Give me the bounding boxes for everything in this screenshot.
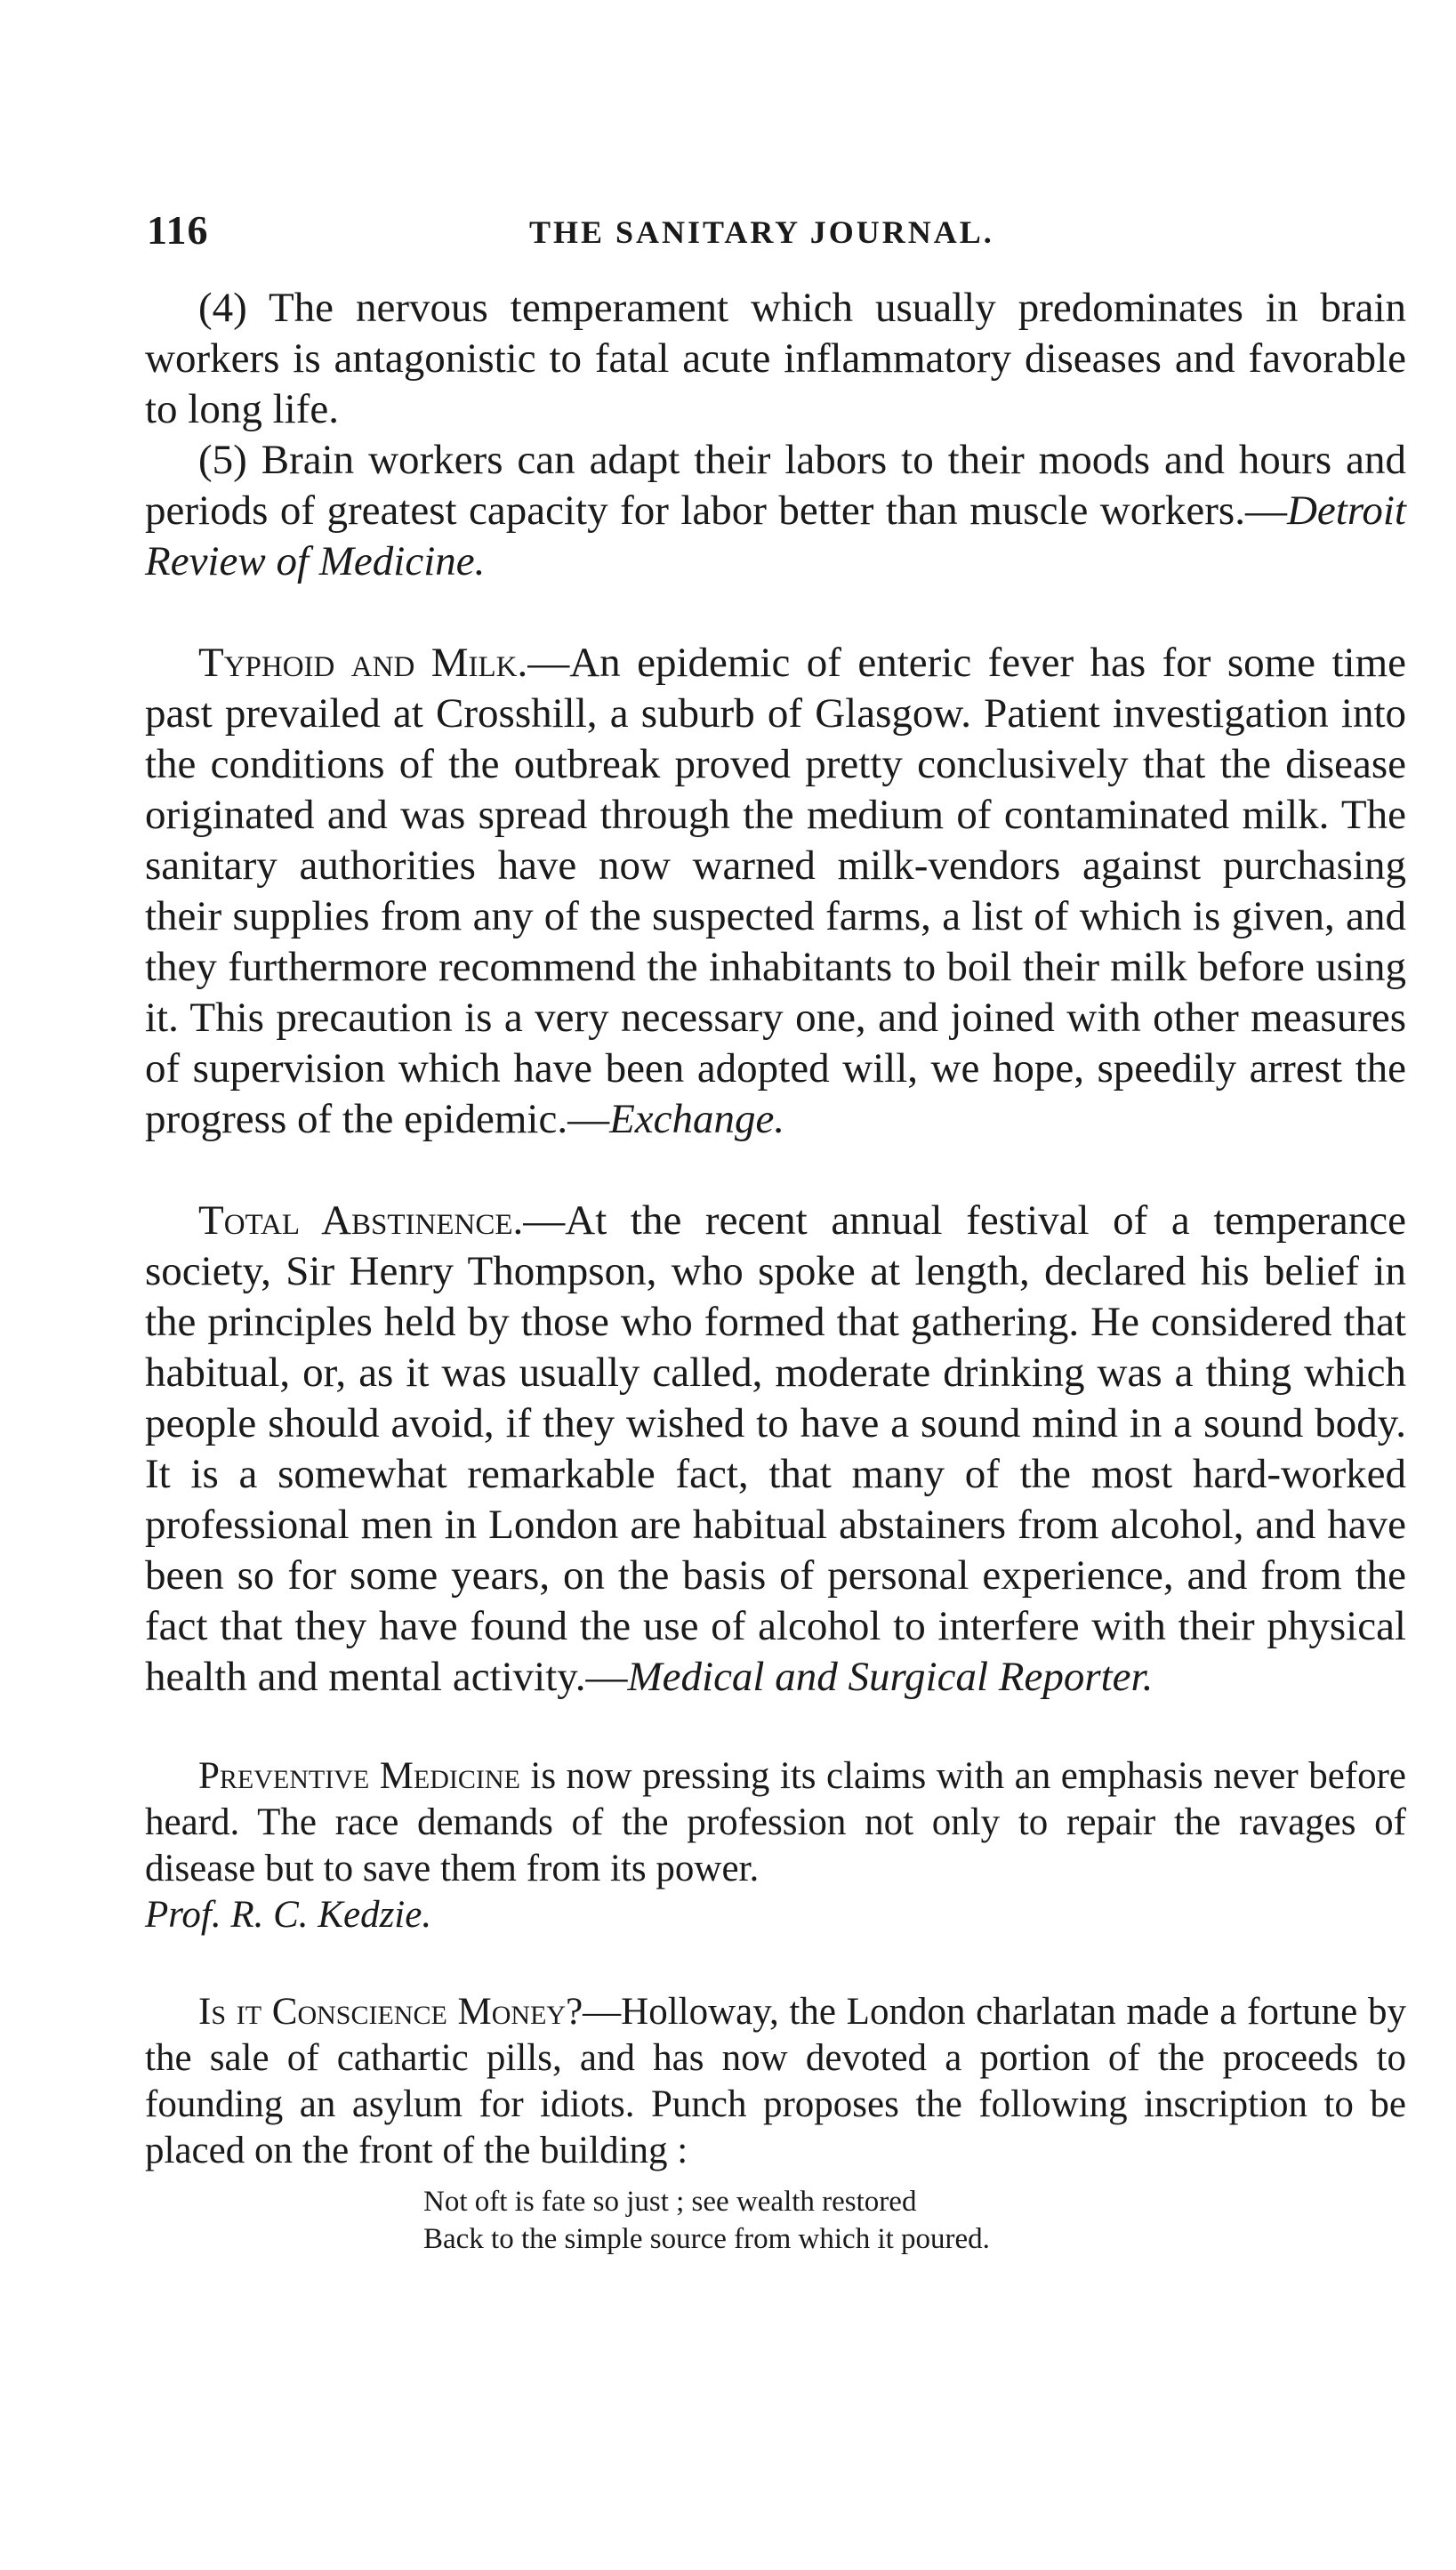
preventive-body: is now pressing its claims with an emphasis never before heard. The race demands of the profession not only to repair the ravages of disease but to save them from its power. bbox=[145, 1755, 1406, 1889]
conscience-heading: Is it Conscience Money? bbox=[198, 1991, 583, 2033]
item-4-text: (4) The nervous temperament which usually predominates in brain workers is antagonistic to fatal acute inflammatory diseases and favorable to long life. bbox=[145, 285, 1406, 432]
page-number: 116 bbox=[147, 207, 209, 253]
small-type-block bbox=[145, 1753, 1406, 2258]
item-4-paragraph bbox=[145, 283, 1406, 435]
typhoid-article bbox=[145, 638, 1406, 1145]
conscience-article bbox=[145, 1989, 1406, 2174]
verse-line-1: Not oft is fate so just ; see wealth restored bbox=[423, 2186, 917, 2218]
item-5-paragraph bbox=[145, 435, 1406, 587]
verse-line-2: Back to the simple source from which it poured. bbox=[423, 2223, 990, 2255]
abstinence-article bbox=[145, 1196, 1406, 1703]
abstinence-source: Medical and Surgical Reporter. bbox=[627, 1654, 1154, 1700]
item-5-text: (5) Brain workers can adapt their labors to their moods and hours and periods of greatest capacity for labor better than muscle workers.— bbox=[145, 437, 1406, 534]
preventive-article bbox=[145, 1753, 1406, 1938]
section-gap bbox=[145, 1145, 1406, 1196]
preventive-heading: Preventive Medicine bbox=[198, 1755, 520, 1797]
typhoid-body: —An epidemic of enteric fever has for some time past prevailed at Crosshill, a suburb of Glasgow. Patient investigation into the conditions of the outbreak proved pretty conclusively that the disease originated and was spread through the medium of contaminated milk. The sanitary authorities have now warned milk-vendors against purchasing their supplies from any of the suspected farms, a list of which is given, and they furthermore recommend the inhabitants to boil their milk before using it. This precaution is a very necessary one, and joined with other measures of supervision which have been adopted will, we hope, speedily arrest the progress of the epidemic.— bbox=[145, 640, 1406, 1142]
text-column bbox=[145, 283, 1406, 2258]
running-title: THE SANITARY JOURNAL. bbox=[529, 214, 994, 250]
section-gap bbox=[145, 587, 1406, 638]
typhoid-heading: Typhoid and Milk. bbox=[198, 640, 528, 686]
section-gap bbox=[145, 1938, 1406, 1989]
page-header bbox=[147, 206, 1392, 260]
conscience-body: —Holloway, the London charlatan made a fortune by the sale of cathartic pills, and has now devoted a portion of the proceeds to founding an asylum for idiots. Punch proposes the following inscription to be placed on the front of the building : bbox=[145, 1991, 1406, 2171]
verse-inscription bbox=[423, 2183, 1406, 2258]
section-gap bbox=[145, 1703, 1406, 1753]
abstinence-heading: Total Abstinence. bbox=[198, 1197, 524, 1244]
preventive-signature: Prof. R. C. Kedzie. bbox=[145, 1894, 432, 1936]
item-5-source: Detroit Review of Medicine. bbox=[145, 487, 1406, 584]
abstinence-body: —At the recent annual festival of a temperance society, Sir Henry Thompson, who spoke at length, declared his belief in the principles held by those who formed that gathering. He considered that habitual, or, as it was usually called, moderate drinking was a thing which people should avoid, if they wished to have a sound mind in a sound body. It is a somewhat remarkable fact, that many of the most hard-worked professional men in London are habitual abstainers from alcohol, and have been so for some years, on the basis of personal experience, and from the fact that they have found the use of alcohol to interfere with their physical health and mental activity.— bbox=[145, 1197, 1406, 1700]
typhoid-source: Exchange. bbox=[609, 1096, 785, 1142]
